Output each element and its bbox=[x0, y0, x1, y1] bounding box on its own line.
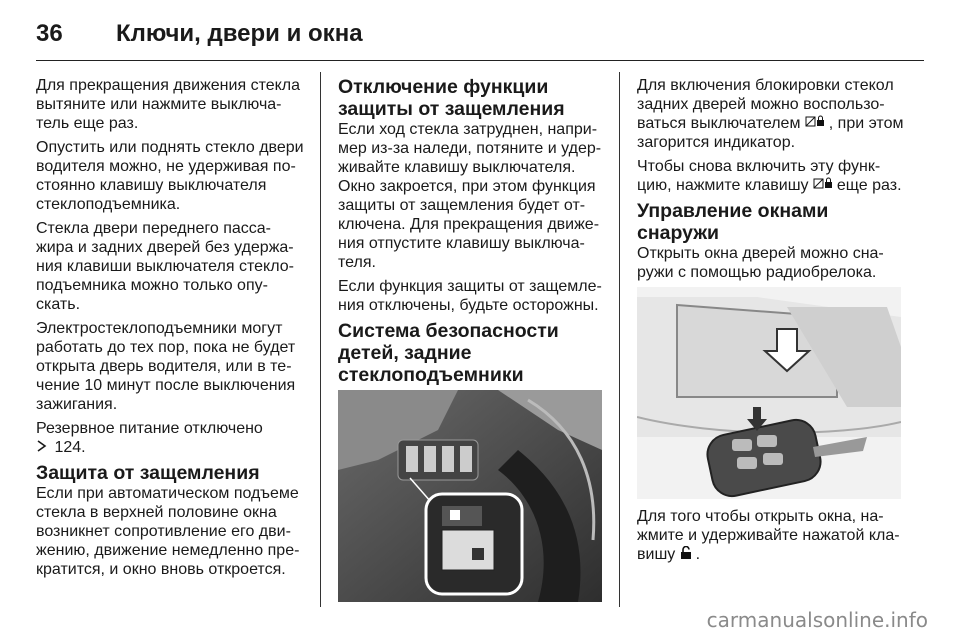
remote-key-illustration bbox=[637, 287, 901, 499]
heading-disable-pinch-protection: Отключение функции защиты от защемления bbox=[338, 76, 565, 120]
heading-remote-windows: Управление окнами снаружи bbox=[637, 200, 829, 244]
paragraph-caution: Если функция защиты от защемле-ния отключены, будьте осторожны. bbox=[338, 278, 602, 314]
child-lock-window-icon bbox=[813, 177, 837, 193]
paragraph-passenger-windows: Стекла двери переднего пасса-жира и задних дверей без удержа-ния клавиши выключателя стекло-подъемника можно только опу-скать. bbox=[36, 220, 294, 313]
child-lock-window-icon bbox=[805, 115, 829, 131]
reference-arrow-icon bbox=[36, 438, 50, 457]
header-rule bbox=[36, 60, 924, 61]
column-divider bbox=[320, 72, 321, 607]
column-2 bbox=[338, 76, 606, 610]
watermark: carmanualsonline.info bbox=[706, 608, 928, 632]
paragraph-child-lock-disable: Чтобы снова включить эту функ-цию, нажмите клавишу еще раз. bbox=[637, 158, 902, 194]
page-number: 36 bbox=[36, 20, 63, 47]
page-header bbox=[36, 14, 363, 54]
page-reference-link[interactable]: 124. bbox=[54, 439, 86, 456]
paragraph-open-windows: Для того чтобы открыть окна, на-жмите и удерживайте нажатой кла-вишу . bbox=[637, 508, 900, 563]
page-title: Ключи, двери и окна bbox=[116, 20, 363, 47]
paragraph-power-windows-timer: Электростеклоподъемники могут работать до тех пор, пока не будет открыта дверь водителя, или в те-чение 10 минут после выключения зажигания. bbox=[36, 320, 296, 413]
paragraph-driver-window: Опустить или поднять стекло двери водителя можно, не удерживая по-стоянно клавишу выключателя стеклоподъемника. bbox=[36, 139, 304, 213]
paragraph-pinch-protection: Если при автоматическом подъеме стекла в верхней половине окна возникнет сопротивление его дви-жению, движение немедленно пре-кратится, и окно вновь откроется. bbox=[36, 485, 300, 578]
door-switch-illustration bbox=[338, 390, 602, 602]
column-3 bbox=[637, 76, 905, 569]
column-divider bbox=[619, 72, 620, 607]
heading-child-safety: Система безопасности детей, задние стеклоподъемники bbox=[338, 320, 559, 386]
backup-power-text: Резервное питание отключено bbox=[36, 420, 263, 437]
unlock-icon bbox=[680, 546, 696, 562]
paragraph-disable-pinch: Если ход стекла затруднен, напри-мер из-за наледи, потяните и удер-живайте клавишу выключателя. Окно закроется, при этом функция защиты от защемления будет от-ключена. Для прекращения движе-ния отпустите клавишу выключа-теля. bbox=[338, 121, 602, 271]
column-1 bbox=[36, 76, 306, 584]
paragraph-child-lock-enable: Для включения блокировки стекол задних дверей можно воспользо-ваться выключателем , при этом загорится индикатор. bbox=[637, 77, 904, 151]
paragraph-stop-window: Для прекращения движения стекла вытяните или нажмите выключа-тель еще раз. bbox=[36, 77, 301, 132]
heading-pinch-protection: Защита от защемления bbox=[36, 462, 260, 484]
paragraph-backup-power bbox=[36, 419, 306, 457]
paragraph-remote-windows: Открыть окна дверей можно сна-ружи с помощью радиобрелока. bbox=[637, 245, 884, 281]
